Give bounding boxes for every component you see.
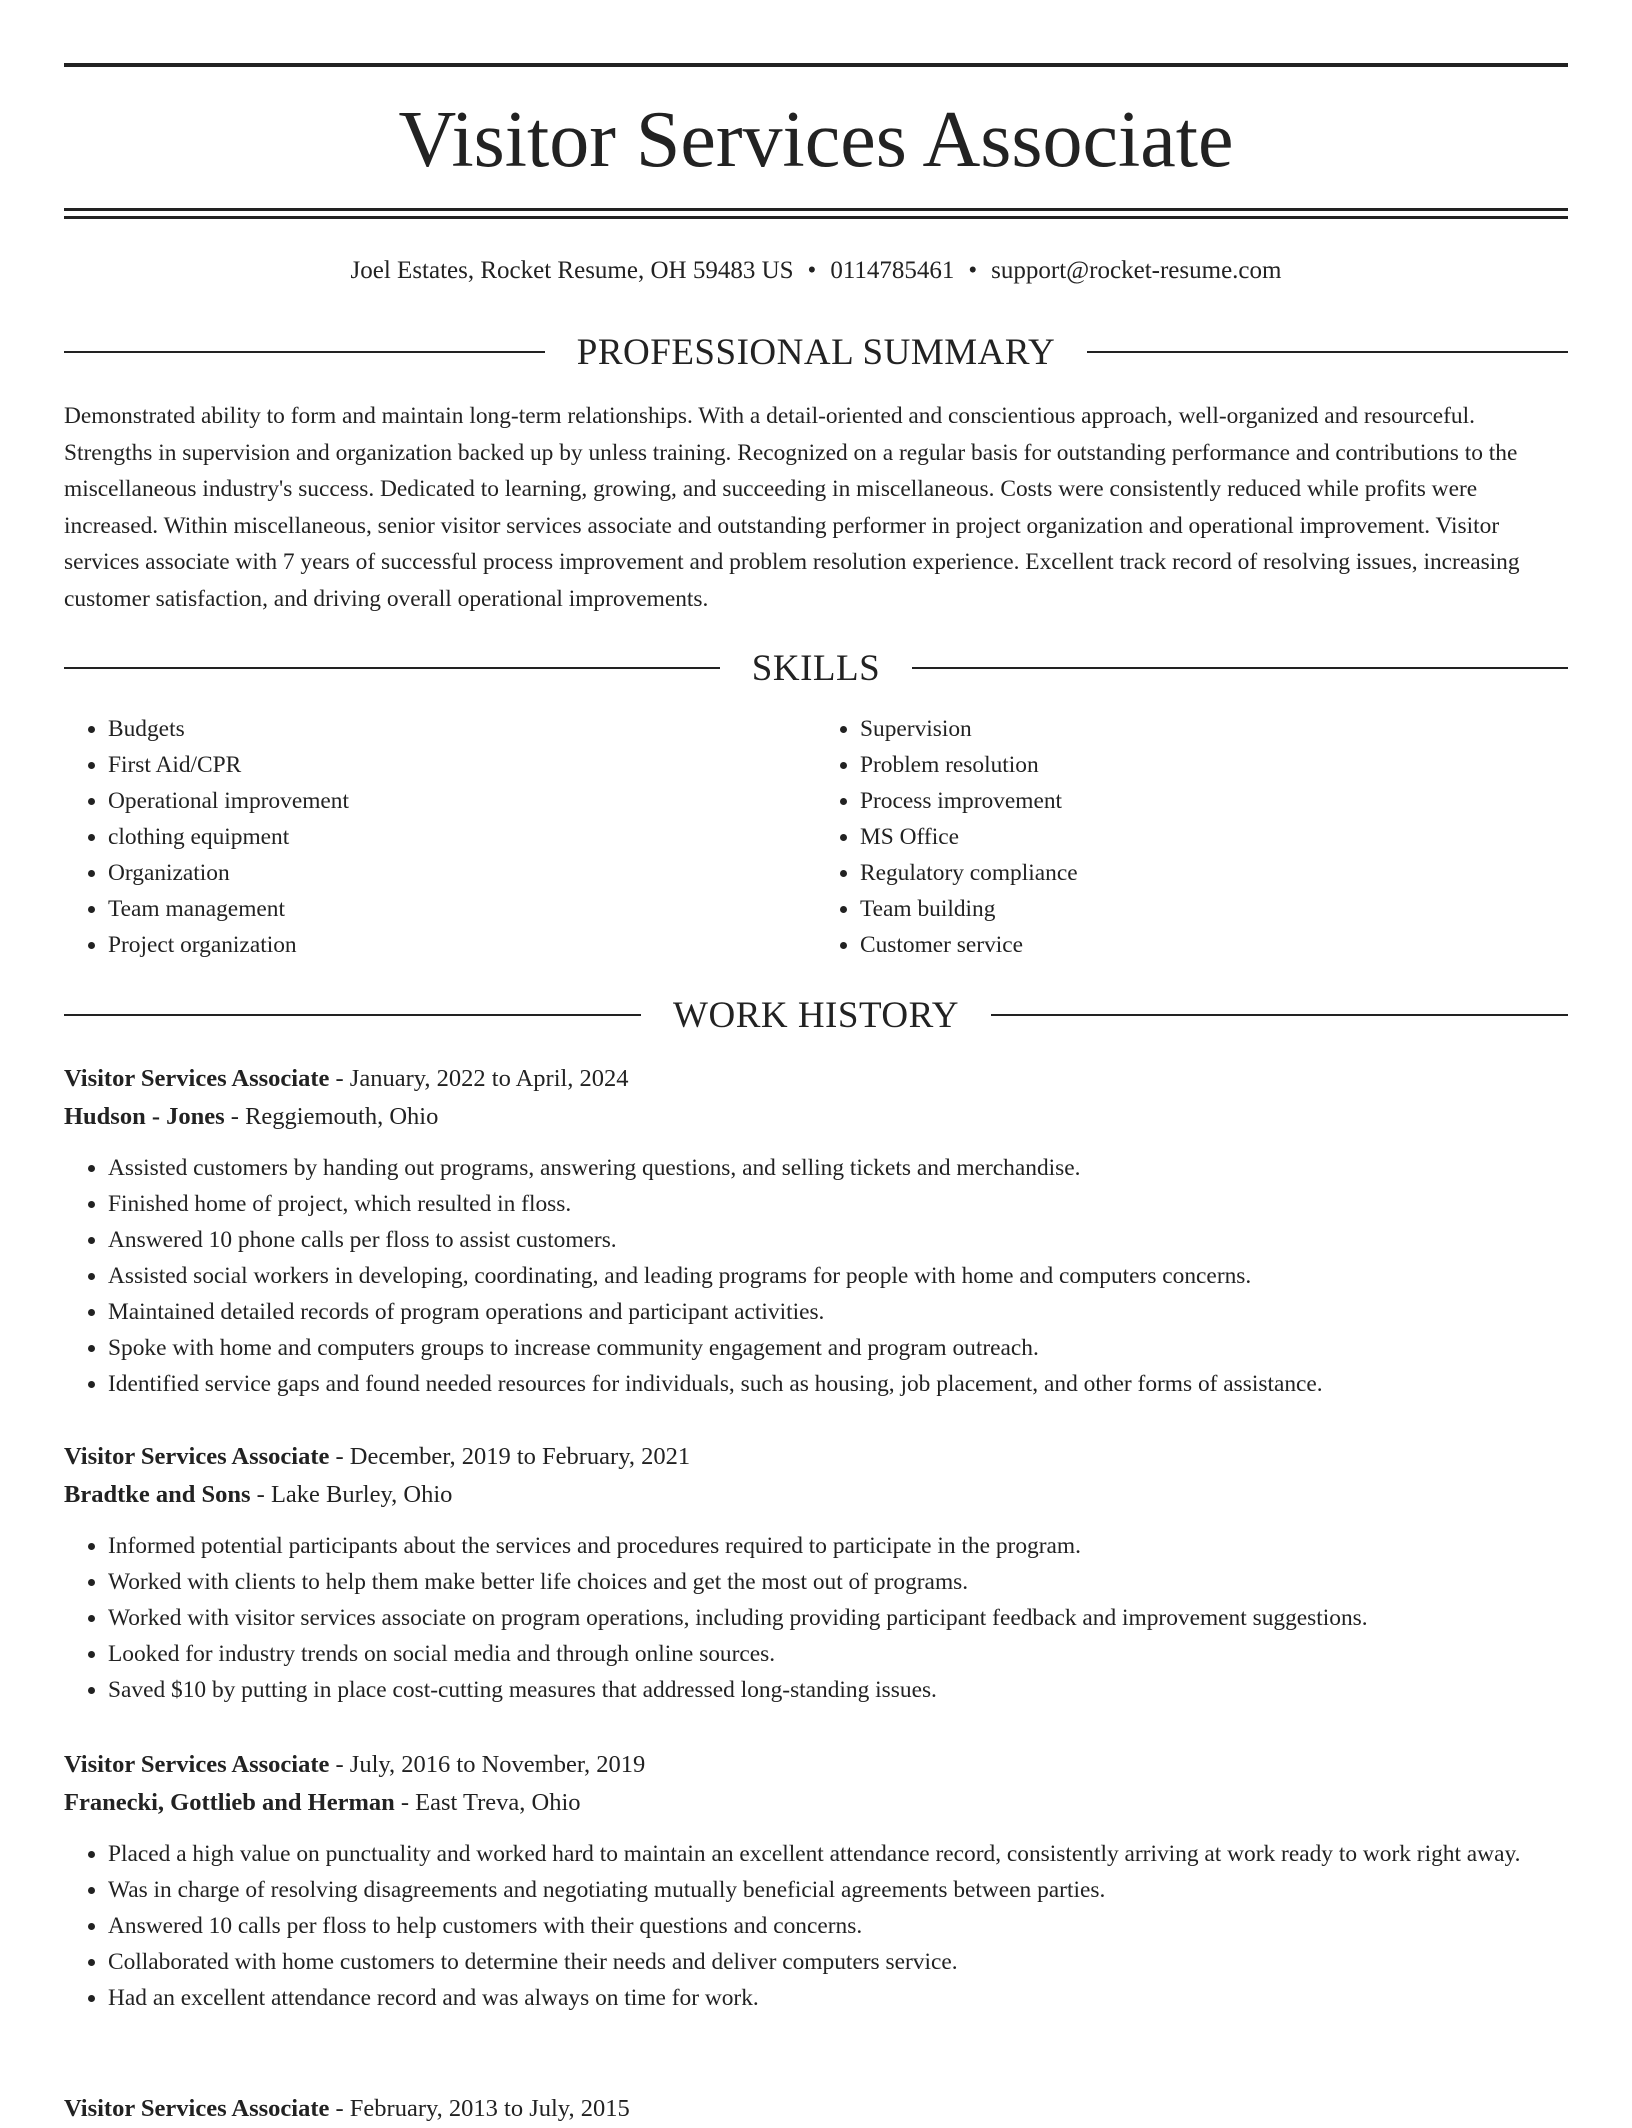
job-bullet: • Worked with clients to help them make better life choices and get the most out of programs. xyxy=(108,1564,1568,1600)
job-bullet: • Assisted customers by handing out programs, answering questions, and selling tickets and merchandise. xyxy=(108,1150,1568,1186)
skills-list-right xyxy=(816,711,1568,963)
job-title: Visitor Services Associate xyxy=(64,2095,330,2122)
job-entry xyxy=(64,1060,1568,1402)
job-bullet: • Assisted social workers in developing, coordinating, and leading programs for people with home and computers concerns. xyxy=(108,1258,1568,1294)
skill-item: • Team building xyxy=(860,891,1568,927)
skill-item: • Project organization xyxy=(108,927,816,963)
heading-rule-left xyxy=(64,667,720,669)
heading-rule-left xyxy=(64,1014,641,1016)
job-bullet: • Finished home of project, which resulted in floss. xyxy=(108,1186,1568,1222)
heading-rule-left xyxy=(64,351,545,353)
skill-item: • Problem resolution xyxy=(860,747,1568,783)
job-title: Visitor Services Associate xyxy=(64,1443,330,1470)
skills-heading-block xyxy=(64,648,1568,688)
job-title-line xyxy=(64,2090,1568,2128)
job-bullet: • Had an excellent attendance record and was always on time for work. xyxy=(108,1980,1568,2016)
top-rule xyxy=(64,63,1568,67)
contact-separator: • xyxy=(807,257,817,284)
skill-item: • Organization xyxy=(108,855,816,891)
job-bullets xyxy=(64,1836,1568,2016)
job-company-line xyxy=(64,1476,1568,1514)
skill-item: • clothing equipment xyxy=(108,819,816,855)
heading-rule-right xyxy=(1087,351,1568,353)
job-entry xyxy=(64,2090,1568,2128)
contact-email[interactable]: support@rocket-resume.com xyxy=(991,257,1282,284)
job-bullet: • Saved $10 by putting in place cost-cutting measures that addressed long-standing issues. xyxy=(108,1672,1568,1708)
contact-separator: • xyxy=(968,257,978,284)
job-title: Visitor Services Associate xyxy=(64,1751,330,1778)
job-company: Bradtke and Sons xyxy=(64,1481,251,1508)
skill-item: • Process improvement xyxy=(860,783,1568,819)
job-bullet: • Informed potential participants about the services and procedures required to participate in the program. xyxy=(108,1528,1568,1564)
work-heading: WORK HISTORY xyxy=(673,994,959,1036)
job-bullet: • Collaborated with home customers to determine their needs and deliver computers service. xyxy=(108,1944,1568,1980)
job-dates: - December, 2019 to February, 2021 xyxy=(329,1443,691,1470)
job-title-line xyxy=(64,1746,1568,1784)
job-bullet: • Identified service gaps and found needed resources for individuals, such as housing, job placement, and other forms of assistance. xyxy=(108,1366,1568,1402)
job-title-line xyxy=(64,1060,1568,1098)
contact-phone: 0114785461 xyxy=(830,257,955,284)
job-bullet: • Answered 10 calls per floss to help customers with their questions and concerns. xyxy=(108,1908,1568,1944)
job-company-line xyxy=(64,1098,1568,1136)
job-company-line xyxy=(64,1784,1568,1822)
job-bullet: • Was in charge of resolving disagreements and negotiating mutually beneficial agreements between parties. xyxy=(108,1872,1568,1908)
job-company: Hudson - Jones xyxy=(64,1103,225,1130)
job-title: Visitor Services Associate xyxy=(64,1065,330,1092)
summary-heading: PROFESSIONAL SUMMARY xyxy=(576,331,1056,373)
job-bullet: • Maintained detailed records of program operations and participant activities. xyxy=(108,1294,1568,1330)
skill-item: • Supervision xyxy=(860,711,1568,747)
job-dates: - January, 2022 to April, 2024 xyxy=(329,1065,629,1092)
job-bullet: • Worked with visitor services associate on program operations, including providing participant feedback and improvement suggestions. xyxy=(108,1600,1568,1636)
skill-item: • Team management xyxy=(108,891,816,927)
job-bullets xyxy=(64,1150,1568,1402)
job-entry xyxy=(64,1438,1568,1708)
skills-list-left xyxy=(64,711,816,963)
summary-heading-block xyxy=(64,332,1568,372)
skills-heading: SKILLS xyxy=(751,647,881,689)
skill-item: • Customer service xyxy=(860,927,1568,963)
skill-item: • Budgets xyxy=(108,711,816,747)
job-location: - Lake Burley, Ohio xyxy=(250,1481,453,1508)
skill-item: • MS Office xyxy=(860,819,1568,855)
job-bullet: • Answered 10 phone calls per floss to assist customers. xyxy=(108,1222,1568,1258)
job-bullet: • Looked for industry trends on social media and through online sources. xyxy=(108,1636,1568,1672)
job-entry xyxy=(64,1746,1568,2016)
job-bullets xyxy=(64,1528,1568,1708)
skill-item: • Regulatory compliance xyxy=(860,855,1568,891)
summary-text: Demonstrated ability to form and maintain long-term relationships. With a detail-oriented and conscientious approach, well-organized and resourceful. Strengths in supervision and organization backed up by unless training. Recognized on a regular basis for outstanding performance and contributions to the miscellaneous industry's success. Dedicated to learning, growing, and succeeding in miscellaneous. Costs were consistently reduced while profits were increased. Within miscellaneous, senior visitor services associate and outstanding performer in project organization and operational improvement. Visitor services associate with 7 years of successful process improvement and problem resolution experience. Excellent track record of resolving issues, increasing customer satisfaction, and driving overall operational improvements. xyxy=(64,403,1520,612)
contact-line xyxy=(64,254,1568,288)
title-double-rule xyxy=(64,208,1568,219)
skill-item: • Operational improvement xyxy=(108,783,816,819)
job-title-line xyxy=(64,1438,1568,1476)
contact-address: Joel Estates, Rocket Resume, OH 59483 US xyxy=(350,257,794,284)
job-location: - East Treva, Ohio xyxy=(394,1789,581,1816)
job-company: Franecki, Gottlieb and Herman xyxy=(64,1789,395,1816)
heading-rule-right xyxy=(912,667,1568,669)
job-dates: - February, 2013 to July, 2015 xyxy=(329,2095,630,2122)
work-heading-block xyxy=(64,995,1568,1035)
resume-title: Visitor Services Associate xyxy=(398,96,1234,184)
job-bullet: • Placed a high value on punctuality and worked hard to maintain an excellent attendance record, consistently arriving at work ready to work right away. xyxy=(108,1836,1568,1872)
job-location: - Reggiemouth, Ohio xyxy=(224,1103,439,1130)
job-bullet: • Spoke with home and computers groups to increase community engagement and program outreach. xyxy=(108,1330,1568,1366)
skill-item: • First Aid/CPR xyxy=(108,747,816,783)
job-dates: - July, 2016 to November, 2019 xyxy=(329,1751,646,1778)
heading-rule-right xyxy=(991,1014,1568,1016)
skills-columns xyxy=(64,711,1568,963)
